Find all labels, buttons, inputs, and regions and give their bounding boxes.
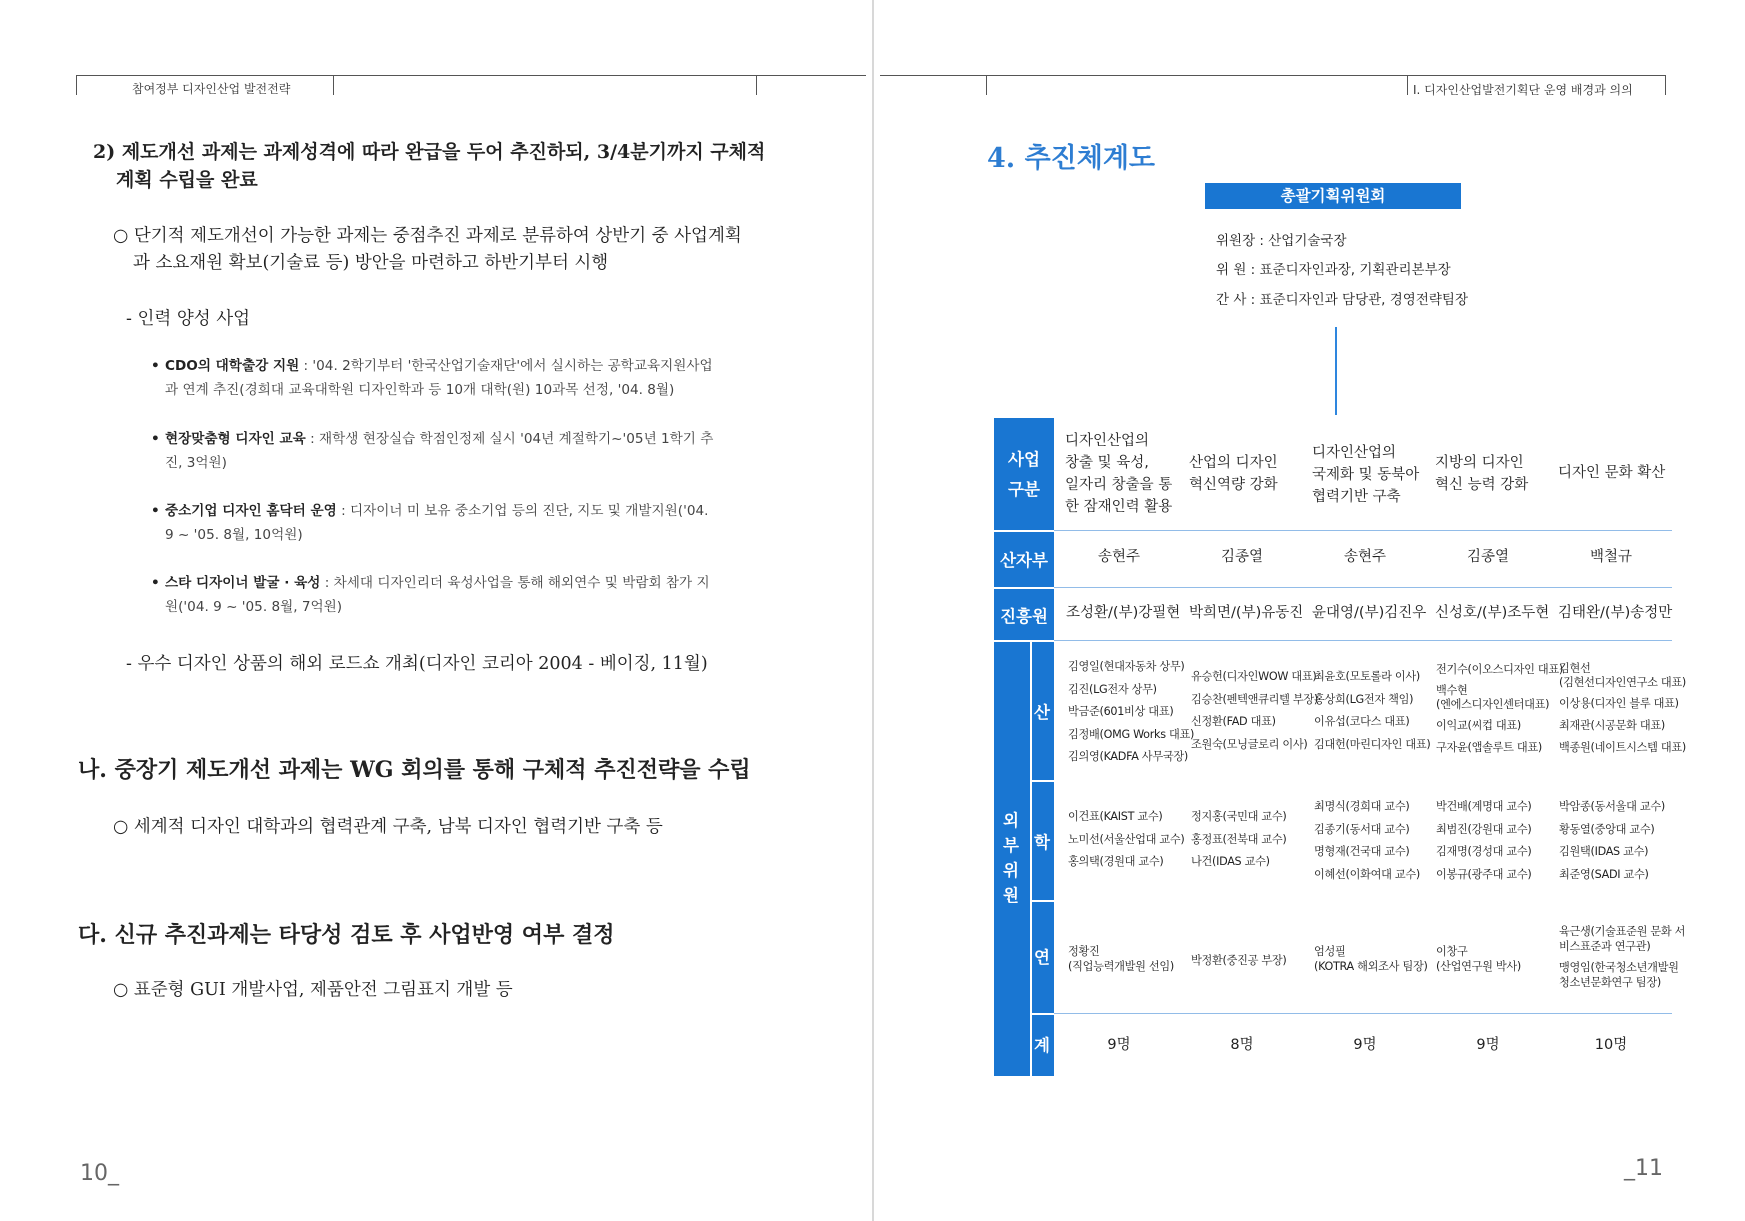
member-entry: 이유섭(코다스 대표) [1314, 715, 1410, 728]
header-tick [986, 75, 987, 95]
total-cell: 9명 [1107, 1037, 1131, 1053]
row-label-external-char: 외 [1003, 811, 1019, 830]
academia-cell [1436, 796, 1531, 886]
member-entry: 이익교(씨컵 대표) [1436, 719, 1521, 732]
member-entry: 정황진 [1068, 945, 1100, 958]
role-members: 위 원 : 표준디자인과장, 기획관리본부장 [1216, 262, 1451, 278]
total-cell: 8명 [1230, 1037, 1254, 1053]
circle-item-3: ○ 표준형 GUI 개발사업, 제품안전 그림표지 개발 등 [113, 980, 513, 1000]
project-line: 창출 및 육성, [1065, 455, 1149, 471]
row-label-project-1: 사업 [1008, 450, 1040, 469]
member-entry: 명형재(건국대 교수) [1314, 845, 1410, 858]
member-entry: (엔에스디자인센터대표) [1436, 698, 1550, 711]
connector-line [1335, 327, 1337, 415]
project-cell [1312, 442, 1419, 508]
member-entry: 이창구 [1436, 945, 1468, 958]
total-cell: 10명 [1594, 1037, 1628, 1053]
row-label-research: 연 [1034, 948, 1050, 967]
project-cell [1558, 462, 1665, 484]
bullet-item [151, 427, 714, 475]
bullet-text-cont: 진, 3억원) [165, 455, 227, 471]
circle-item-1-line-1: ○ 단기적 제도개선이 가능한 과제는 중점추진 과제로 분류하여 상반기 중 사업계획 [113, 226, 742, 246]
industry-cell [1436, 660, 1563, 758]
kidp-cell: 박희면/(부)유동진 [1189, 605, 1304, 621]
running-header: 참여정부 디자인산업 발전전략 [132, 82, 291, 96]
member-entry: 박정환(중진공 부장) [1191, 954, 1287, 967]
project-cell [1435, 452, 1528, 496]
member-entry: 이혜선(이화여대 교수) [1314, 867, 1420, 881]
row-divider [1054, 1013, 1672, 1014]
row-label-kidp: 진흥원 [1000, 607, 1048, 626]
industry-cell [1191, 666, 1318, 756]
research-cell [1068, 944, 1174, 974]
project-line: 디자인 문화 확산 [1558, 465, 1666, 481]
member-entry: 전기수(이오스디자인 대표) [1436, 663, 1563, 676]
bullet-text-cont: 9 ~ '05. 8월, 10억원) [165, 527, 303, 543]
header-separator [994, 530, 1054, 532]
row-label-project-2: 구분 [1008, 480, 1040, 499]
total-cell: 9명 [1476, 1037, 1500, 1053]
row-divider [1054, 587, 1672, 588]
member-entry: 홍정표(전북대 교수) [1191, 832, 1287, 846]
header-separator [994, 587, 1054, 589]
member-entry: 황동열(중앙대 교수) [1559, 822, 1655, 836]
project-line: 지방의 디자인 [1435, 455, 1524, 471]
project-cell [1065, 430, 1172, 518]
academia-cell [1559, 796, 1665, 886]
header-separator [1032, 780, 1054, 782]
bullet-text: : 차세대 디자인리더 육성사업을 통해 해외연수 및 박람회 참가 지 [320, 575, 710, 591]
bullet-text: : 디자이너 미 보유 중소기업 등의 진단, 지도 및 개발지원('04. [336, 503, 709, 519]
research-cell [1191, 950, 1286, 973]
project-line: 혁신 능력 강화 [1435, 477, 1529, 493]
mocie-cell: 김종열 [1220, 549, 1264, 565]
member-entry: 이건표(KAIST 교수) [1068, 810, 1163, 823]
header-rule [880, 75, 1666, 76]
member-entry: 나건(IDAS 교수) [1191, 855, 1270, 868]
bullet-key: 중소기업 디자인 홈닥터 운영 [165, 503, 337, 519]
member-entry: 김의영(KADFA 사무국장) [1068, 750, 1188, 763]
industry-cell [1559, 662, 1686, 758]
member-entry: (직업능력개발원 선임) [1068, 960, 1174, 973]
member-entry: 유승헌(디자인WOW 대표) [1191, 670, 1317, 683]
member-entry: 이상용(디자인 블루 대표) [1559, 697, 1679, 710]
bullet-key: CDO의 대학출강 지원 [165, 358, 300, 374]
bullet-text-cont: 과 연계 추진(경희대 교육대학원 디자인학과 등 10개 대학(원) 10과목 선정, '04. 8월) [165, 382, 675, 398]
member-entry: 신정환(FAD 대표) [1191, 715, 1276, 728]
research-cell [1436, 944, 1521, 974]
row-label-external-char: 부 [1003, 836, 1019, 855]
header-separator [1032, 900, 1054, 902]
bullet-icon: • [151, 503, 160, 519]
dash-item-roadshow: - 우수 디자인 상품의 해외 로드쇼 개최(디자인 코리아 2004 - 베이징, 11월) [126, 654, 708, 674]
member-entry: 최재관(시공문화 대표) [1559, 719, 1665, 732]
member-entry: 김원택(IDAS 교수) [1559, 845, 1649, 858]
academia-cell [1068, 806, 1184, 874]
heading-na: 나. 중장기 제도개선 과제는 WG 회의를 통해 구체적 추진전략을 수립 [78, 757, 751, 783]
member-entry: 맹영임(한국청소년개발원 [1559, 961, 1679, 974]
mocie-cell: 백철규 [1589, 549, 1633, 565]
project-line: 디자인산업의 [1312, 445, 1397, 461]
row-label-project [994, 446, 1054, 500]
member-entry: 노미선(서울산업대 교수) [1068, 832, 1185, 846]
page-number: 10_ [80, 1161, 119, 1186]
research-cell [1559, 924, 1685, 990]
heading-da: 다. 신규 추진과제는 타당성 검토 후 사업반영 여부 결정 [78, 922, 615, 948]
member-entry: 김정배(OMG Works 대표) [1068, 727, 1195, 741]
member-entry: 김진(LG전자 상무) [1068, 682, 1157, 696]
project-line: 한 잠재인력 활용 [1065, 499, 1173, 515]
industry-cell [1068, 656, 1194, 769]
member-entry: 백종원(네이트시스템 대표) [1559, 741, 1686, 754]
header-separator [1032, 1013, 1054, 1015]
member-entry: 백수현 [1436, 684, 1468, 697]
academia-cell [1314, 796, 1420, 886]
member-entry: 김승찬(펜텍앤큐리텔 부장) [1191, 692, 1318, 706]
member-entry: 김영일(현대자동차 상무) [1068, 660, 1185, 673]
left-page [0, 0, 872, 1221]
member-entry: 박건배(계명대 교수) [1436, 800, 1532, 813]
member-entry: 비스표준과 연구관) [1559, 940, 1651, 953]
header-tick [756, 75, 757, 95]
member-entry: 육근생(기술표준원 문화 서 [1559, 925, 1686, 938]
row-divider [1054, 530, 1672, 531]
mocie-cell: 송현주 [1343, 549, 1387, 565]
role-secretary: 간 사 : 표준디자인과 담당관, 경영전략팀장 [1216, 292, 1468, 308]
bullet-text-cont: 원('04. 9 ~ '05. 8월, 7억원) [165, 599, 343, 615]
member-entry: 최범진(강원대 교수) [1436, 822, 1532, 836]
member-entry: 홍상희(LG전자 책임) [1314, 692, 1414, 706]
project-line: 산업의 디자인 [1189, 455, 1278, 471]
mocie-cell: 김종열 [1466, 549, 1510, 565]
row-label-external-char: 위 [1003, 861, 1019, 880]
kidp-cell: 윤대영/(부)김진우 [1312, 605, 1427, 621]
bullet-text: : 재학생 현장실습 학점인정제 실시 '04년 계절학기~'05년 1학기 추 [305, 431, 714, 447]
member-entry: 엄성필 [1314, 945, 1346, 958]
committee-box: 총괄기획위원회 [1205, 183, 1461, 209]
research-cell [1314, 944, 1428, 974]
member-entry: 조원숙(모닝글로리 이사) [1191, 737, 1308, 751]
dash-item-training: - 인력 양성 사업 [126, 309, 251, 329]
kidp-cell: 신성호/(부)조두현 [1435, 605, 1550, 621]
row-divider [1054, 640, 1672, 641]
total-cell: 9명 [1353, 1037, 1377, 1053]
project-line: 혁신역량 강화 [1189, 477, 1278, 493]
member-entry: 이봉규(광주대 교수) [1436, 867, 1532, 881]
bullet-item [151, 499, 709, 547]
mocie-cell: 송현주 [1097, 549, 1141, 565]
project-cell [1189, 452, 1278, 496]
bullet-item [151, 571, 710, 619]
member-entry: 박금준(601비상 대표) [1068, 705, 1174, 718]
running-header: Ⅰ. 디자인산업발전기획단 운영 배경과 의의 [1413, 83, 1633, 97]
kidp-cell: 조성환/(부)강필현 [1066, 605, 1181, 621]
academia-cell [1191, 806, 1286, 874]
member-entry: (KOTRA 해외조사 팀장) [1314, 960, 1428, 973]
member-entry: 정지홍(국민대 교수) [1191, 810, 1287, 823]
member-entry: 구자윤(앱솔루트 대표) [1436, 741, 1542, 754]
row-label-external [994, 808, 1028, 908]
project-line: 협력기반 구축 [1312, 489, 1401, 505]
member-entry: 김현선 [1559, 662, 1591, 675]
header-rule [76, 75, 866, 76]
page-number: _11 [1624, 1156, 1663, 1181]
project-line: 디자인산업의 [1065, 433, 1150, 449]
member-entry: 최명식(경희대 교수) [1314, 800, 1410, 813]
member-entry: 김대헌(마린디자인 대표) [1314, 737, 1431, 751]
row-label-industry: 산 [1034, 703, 1050, 722]
project-line: 국제화 및 동북아 [1312, 467, 1420, 483]
bullet-key: 현장맞춤형 디자인 교육 [165, 431, 306, 447]
header-separator [994, 640, 1054, 642]
row-label-total: 계 [1034, 1036, 1050, 1055]
member-entry: 김재명(경성대 교수) [1436, 845, 1532, 858]
bullet-item [151, 354, 713, 402]
circle-item-1-line-2: 과 소요재원 확보(기술료 등) 방안을 마련하고 하반기부터 시행 [133, 253, 609, 273]
header-tick [1665, 75, 1666, 95]
row-label-external-char: 원 [1003, 886, 1019, 905]
header-tick [1407, 75, 1408, 95]
header-tick [76, 75, 77, 95]
project-line: 일자리 창출을 통 [1065, 477, 1173, 493]
member-entry: 홍의택(경원대 교수) [1068, 855, 1164, 868]
circle-item-2: ○ 세계적 디자인 대학과의 협력관계 구축, 남북 디자인 협력기반 구축 등 [113, 817, 663, 837]
item-2-line-2: 계획 수립을 완료 [116, 169, 258, 191]
member-entry: 김종기(동서대 교수) [1314, 822, 1410, 836]
row-label-mocie: 산자부 [1000, 551, 1048, 570]
section-title: 4. 추진체계도 [987, 143, 1155, 174]
bullet-key: 스타 디자이너 발굴 · 육성 [165, 575, 321, 591]
header-tick [333, 75, 334, 95]
member-entry: (김현선디자인연구소 대표) [1559, 676, 1686, 689]
industry-cell [1314, 666, 1430, 756]
kidp-cell: 김태완/(부)송정만 [1558, 605, 1673, 621]
member-entry: (산업연구원 박사) [1436, 960, 1521, 973]
role-chair: 위원장 : 산업기술국장 [1216, 233, 1347, 249]
bullet-icon: • [151, 431, 160, 447]
member-entry: 최윤호(모토롤라 이사) [1314, 670, 1420, 683]
item-2-line-1: 2) 제도개선 과제는 과제성격에 따라 완급을 두어 추진하되, 3/4분기까지 구체적 [93, 141, 766, 163]
member-entry: 청소년문화연구 팀장) [1559, 976, 1661, 989]
bullet-icon: • [151, 575, 160, 591]
row-label-academia: 학 [1034, 833, 1050, 852]
bullet-text: : '04. 2학기부터 '한국산업기술재단'에서 실시하는 공학교육지원사업 [299, 358, 713, 374]
member-entry: 최준영(SADI 교수) [1559, 867, 1649, 881]
member-entry: 박암종(동서울대 교수) [1559, 800, 1665, 813]
bullet-icon: • [151, 358, 160, 374]
